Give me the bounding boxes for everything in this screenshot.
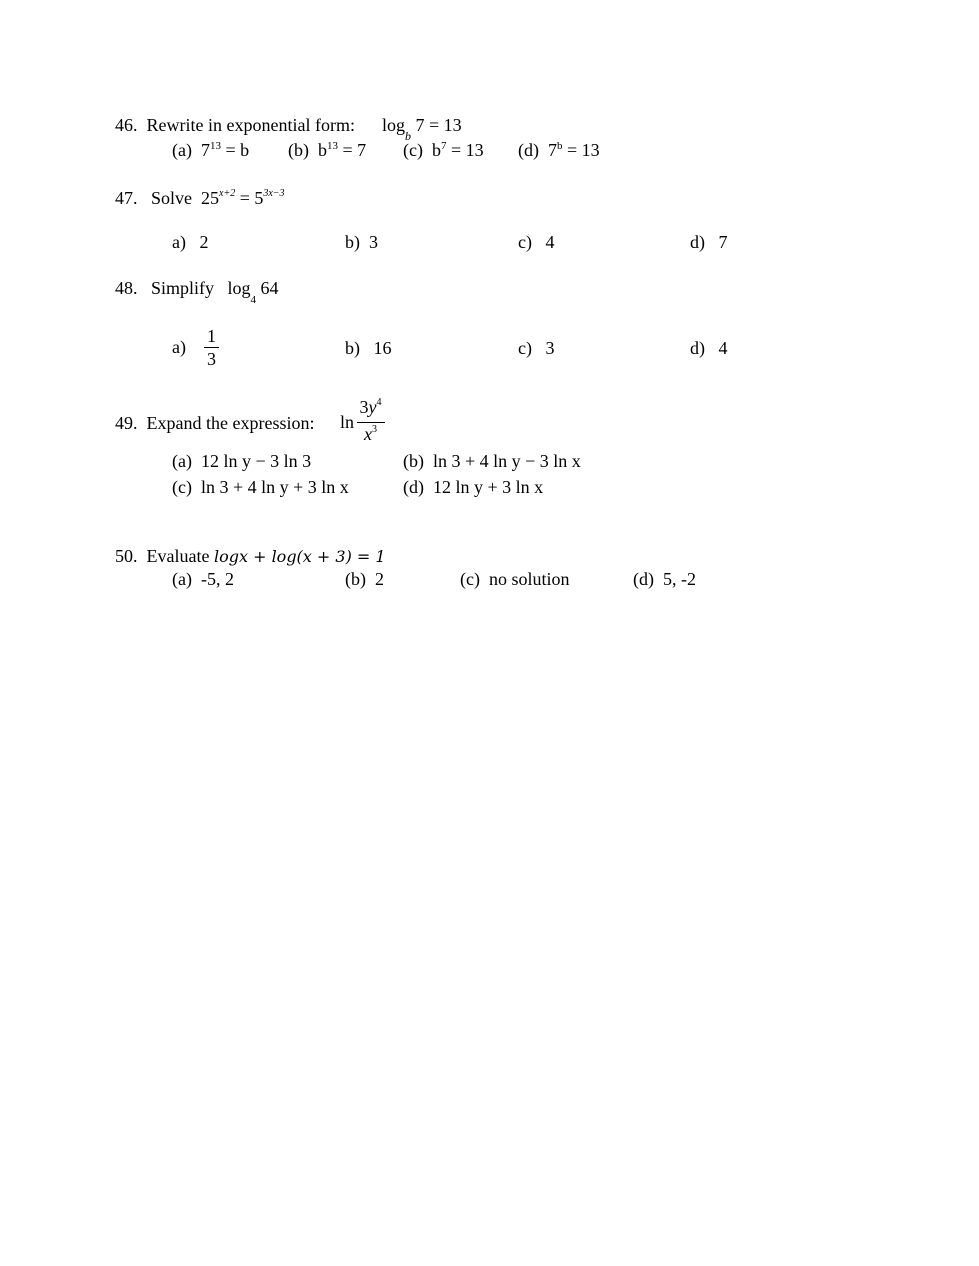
question-prompt: Solve [151, 188, 193, 208]
question-50 [115, 546, 386, 567]
option-d[interactable]: d) 4 [690, 338, 728, 358]
question-prompt: Evaluate [146, 546, 210, 566]
option-c[interactable]: c) 3 [518, 338, 555, 358]
fraction: $\frac{3y^4}{x^3}$ [357, 397, 385, 448]
question-49 [115, 413, 314, 433]
question-number: 46. [115, 115, 138, 135]
question-prompt: Expand the expression: [146, 413, 315, 433]
option-d[interactable]: (d) $7^b = 13$ [518, 140, 600, 160]
ln-expression: ln $\frac{3y^4}{x^3}$ [340, 397, 385, 448]
option-a[interactable]: a) $\frac{1}{3}$ [172, 326, 219, 369]
question-47 [115, 188, 285, 212]
option-d[interactable]: d) 7 [690, 232, 728, 252]
option-a[interactable]: a) 2 [172, 232, 209, 252]
option-b[interactable]: b) 16 [345, 338, 392, 358]
log-expression: $\log_b 7 = 13$ [381, 115, 462, 143]
question-46 [115, 115, 462, 143]
question-number: 50. [115, 546, 138, 566]
option-a[interactable]: (a) 12 ln y − 3 ln 3 [172, 451, 312, 471]
option-c[interactable]: (c) $b^7 = 13$ [403, 140, 484, 160]
log-equation: logx + log(x + 3) = 1 [213, 547, 386, 566]
question-number: 49. [115, 413, 138, 433]
option-c[interactable]: (c) no solution [460, 569, 570, 589]
question-number: 47. [115, 188, 138, 208]
option-c[interactable]: (c) ln 3 + 4 ln y + 3 ln x [172, 477, 349, 497]
option-d[interactable]: (d) 5, -2 [633, 569, 696, 589]
options-46 [172, 140, 249, 160]
exponential-equation: $25^{x+2} = 5^{3x-3}$ [201, 188, 285, 208]
question-number: 48. [115, 278, 138, 298]
option-a[interactable]: (a) $7^{13} = b$ [172, 140, 250, 160]
option-b[interactable]: (b) 2 [345, 569, 384, 589]
option-b[interactable]: b) 3 [345, 232, 378, 252]
option-c[interactable]: c) 4 [518, 232, 555, 252]
log-expression: $\log_4 64$ [227, 278, 279, 306]
question-prompt: Rewrite in exponential form: [146, 115, 355, 135]
question-prompt: Simplify [151, 278, 215, 298]
option-b[interactable]: (b) ln 3 + 4 ln y − 3 ln x [403, 451, 581, 471]
option-b[interactable]: (b) $b^{13} = 7$ [288, 140, 367, 160]
option-a[interactable]: (a) -5, 2 [172, 569, 234, 589]
fraction: $\frac{1}{3}$ [204, 326, 219, 369]
option-d[interactable]: (d) 12 ln y + 3 ln x [403, 477, 544, 497]
question-48 [115, 278, 279, 306]
